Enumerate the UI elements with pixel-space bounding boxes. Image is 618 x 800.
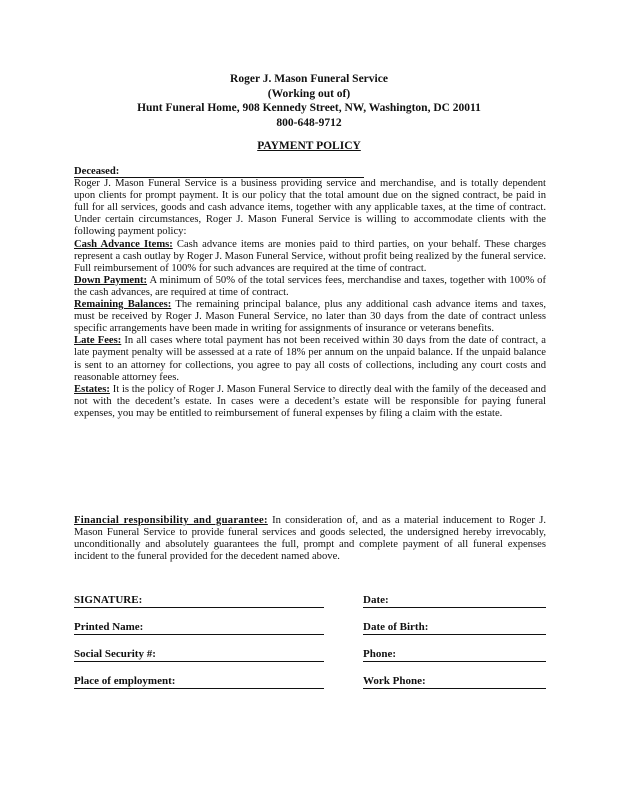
company-phone: 800-648-9712 — [276, 116, 342, 129]
signature-field[interactable]: SIGNATURE: — [74, 593, 324, 608]
down-payment-paragraph — [74, 275, 546, 299]
working-out-of: (Working out of) — [267, 87, 351, 100]
late-fees-text: In all cases where total payment has not been received within 30 days from the date of contract, a late payment penalty will be assessed at a rate of 18% per annum on the unpaid balance. If the unpaid balance is sent to an attorney for collections, you agree to pay all costs of collections, including any court costs and reasonable attorney fees. — [74, 335, 546, 383]
work-phone-field[interactable]: Work Phone: — [363, 674, 546, 689]
date-field[interactable]: Date: — [363, 593, 546, 608]
printed-name-field[interactable]: Printed Name: — [74, 620, 324, 635]
estates-paragraph — [74, 384, 546, 420]
late-fees-paragraph — [74, 335, 546, 383]
remaining-balances-text: The remaining principal balance, plus any additional cash advance items and taxes, must be received by Roger J. Mason Funeral Service, no later than 30 days from the date of contract unless specific arrangements have been made in writing for assignments of insurance or veterans benefits. — [74, 299, 546, 335]
cash-advance-paragraph — [74, 239, 546, 275]
cash-advance-text: Cash advance items are monies paid to third parties, on your behalf. These charges represent a cash outlay by Roger J. Mason Funeral Service, without profit being realized by the funeral service. Full reimbursement of 100% for such advances are required at the time of contract. — [74, 238, 546, 274]
remaining-balances-label: Remaining Balances: — [74, 299, 172, 311]
estates-label: Estates: — [74, 383, 110, 395]
policy-body — [74, 166, 546, 420]
financial-responsibility-text: In consideration of, and as a material inducement to Roger J. Mason Funeral Service to provide funeral services and goods selected, the undersigned hereby irrevocably, unconditionally and absolutely guarantees the full, prompt and complete payment of all funeral expenses incident to the funeral provided for the decedent named above. — [74, 515, 546, 563]
date-of-birth-field[interactable]: Date of Birth: — [363, 620, 546, 635]
company-address: Hunt Funeral Home, 908 Kennedy Street, NW, Washington, DC 20011 — [137, 102, 481, 114]
financial-responsibility-label: Financial responsibility and guarantee: — [74, 515, 268, 526]
phone-field[interactable]: Phone: — [363, 647, 546, 662]
late-fees-label: Late Fees: — [74, 335, 122, 347]
letterhead — [0, 72, 618, 130]
page-title: PAYMENT POLICY — [257, 140, 361, 152]
company-name: Roger J. Mason Funeral Service — [230, 73, 388, 85]
deceased-label: Deceased: — [74, 166, 364, 178]
estates-text: It is the policy of Roger J. Mason Funeral Service to directly deal with the family of the deceased and not with the decedent’s estate. In cases were a decedent’s estate will be responsible for paying funeral expenses, you may be entitled to reimbursement of funeral expenses by filing a claim with the estate. — [74, 383, 546, 419]
social-security-field[interactable]: Social Security #: — [74, 647, 324, 662]
down-payment-label: Down Payment: — [74, 274, 148, 286]
intro-paragraph: Roger J. Mason Funeral Service is a business providing service and merchandise, and is totally dependent upon clients for prompt payment. It is our policy that the total amount due on the signed contract, be paid in full for all services, goods and cash advance items, together with any applicable taxes, at the time of contract. Under certain circumstances, Roger J. Mason Funeral Service is willing to accommodate clients with the following payment policy: — [74, 178, 546, 238]
place-of-employment-field[interactable]: Place of employment: — [74, 674, 324, 689]
financial-responsibility-paragraph — [74, 515, 546, 563]
remaining-balances-paragraph — [74, 299, 546, 335]
deceased-line — [74, 166, 546, 178]
down-payment-text: A minimum of 50% of the total services fees, merchandise and taxes, together with 100% of the cash advances, are required at time of contract. — [74, 274, 546, 298]
cash-advance-label: Cash Advance Items: — [74, 238, 173, 250]
